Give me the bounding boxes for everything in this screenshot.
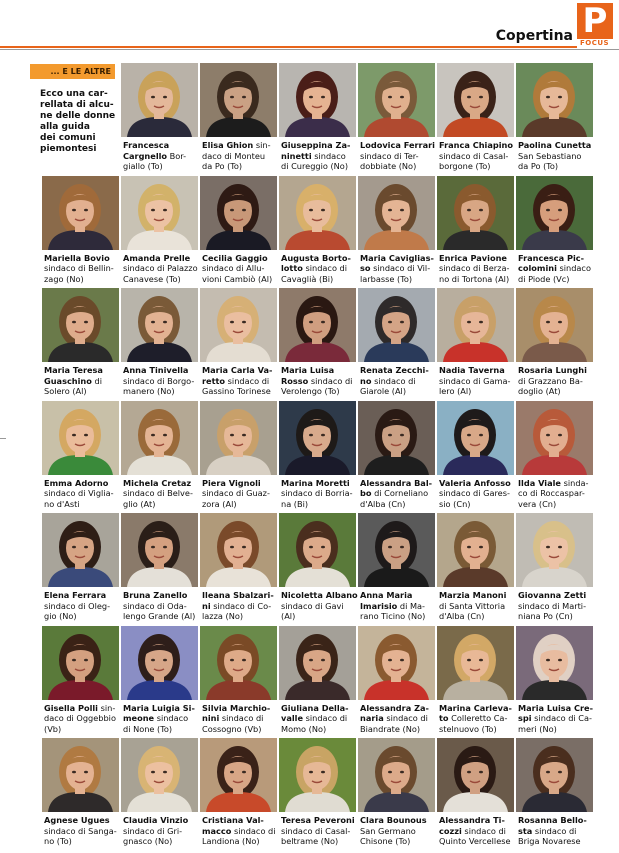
portrait-card bbox=[200, 401, 278, 513]
portrait-caption bbox=[360, 253, 438, 285]
portrait-card bbox=[279, 626, 357, 738]
intro-text: Ecco una car- rellata di alcu- ne delle donne alla guida dei comuni piemontesi bbox=[40, 89, 116, 154]
portrait-caption bbox=[123, 140, 201, 172]
portrait-photo bbox=[42, 513, 119, 587]
person-name: Teresa Peveroni bbox=[281, 815, 355, 825]
portrait-card bbox=[437, 176, 515, 288]
person-name: Marina Moretti bbox=[281, 477, 350, 488]
portrait-photo bbox=[200, 626, 277, 700]
portrait-photo bbox=[358, 401, 435, 475]
person-role: sindaco di Vil- larbasse (To) bbox=[360, 263, 431, 284]
portrait-caption bbox=[360, 478, 438, 510]
person-role: sindaco di Guaz- zora (Al) bbox=[202, 488, 270, 509]
person-role: sindaco di Quinto Vercellese bbox=[439, 825, 511, 847]
portrait-photo bbox=[279, 513, 356, 587]
portrait-caption bbox=[44, 815, 122, 847]
person-name: Agnese Ugues bbox=[44, 815, 110, 825]
portrait-card bbox=[42, 626, 120, 738]
person-role: sindaco di Berza- no di Tortona (Al) bbox=[439, 263, 510, 284]
portrait-caption bbox=[202, 478, 280, 510]
portrait-photo bbox=[516, 288, 593, 362]
portrait-card bbox=[121, 513, 199, 625]
person-role: di Corneliano d'Alba (Cn) bbox=[360, 488, 429, 509]
portrait-photo bbox=[516, 401, 593, 475]
person-name: Anna Maria Imarisio bbox=[360, 590, 413, 611]
logo-letter: P bbox=[577, 3, 613, 39]
portrait-photo bbox=[437, 401, 514, 475]
portrait-caption bbox=[202, 590, 280, 622]
portrait-photo bbox=[279, 288, 356, 362]
portrait-caption bbox=[202, 140, 280, 172]
portrait-photo bbox=[437, 738, 514, 812]
portrait-photo bbox=[121, 176, 198, 250]
person-role: sindaco di Gares- sio (Cn) bbox=[439, 488, 510, 509]
person-role: di Solero (Al) bbox=[44, 375, 102, 397]
portrait-caption bbox=[202, 253, 280, 285]
portrait-card bbox=[358, 513, 436, 625]
margin-mark bbox=[0, 438, 6, 439]
portrait-caption bbox=[439, 365, 517, 397]
person-role: sindaco di Viglia- no d'Asti bbox=[44, 488, 114, 509]
portrait-caption bbox=[518, 478, 596, 510]
portrait-photo bbox=[200, 176, 277, 250]
portrait-photo bbox=[358, 626, 435, 700]
portrait-caption bbox=[123, 590, 201, 622]
portrait-caption bbox=[123, 815, 201, 847]
person-name: Michela Cretaz bbox=[123, 477, 192, 488]
portrait-card bbox=[437, 63, 515, 175]
portrait-card bbox=[437, 401, 515, 513]
portrait-caption bbox=[360, 815, 438, 847]
portrait-card bbox=[358, 401, 436, 513]
portrait-card bbox=[200, 513, 278, 625]
person-role: sindaco di Marti- niana Po (Cn) bbox=[518, 600, 587, 622]
portrait-caption bbox=[44, 365, 122, 397]
portrait-photo bbox=[358, 513, 435, 587]
person-role: sin- daco di Oggebbio (Vb) bbox=[44, 702, 116, 734]
portrait-card bbox=[437, 738, 515, 850]
person-role: sindaco di Casal- beltrame (No) bbox=[281, 825, 351, 847]
portrait-photo bbox=[42, 738, 119, 812]
portrait-card bbox=[516, 63, 594, 175]
person-role: sindaco di Borria- na (Bi) bbox=[281, 488, 353, 509]
portrait-caption bbox=[518, 140, 596, 172]
person-name: Enrica Pavione bbox=[439, 252, 507, 263]
portrait-caption bbox=[281, 590, 359, 622]
portrait-card bbox=[279, 513, 357, 625]
person-role: sindaco di Bellin- zago (No) bbox=[44, 263, 114, 284]
person-role: sindaco di Momo (No) bbox=[281, 713, 348, 734]
portrait-photo bbox=[516, 513, 593, 587]
portrait-photo bbox=[358, 176, 435, 250]
person-name: Nicoletta Albano bbox=[281, 590, 358, 600]
portrait-caption bbox=[281, 253, 359, 285]
portrait-card bbox=[42, 401, 120, 513]
portrait-card bbox=[42, 288, 120, 400]
person-role: sindaco di Briga Novarese bbox=[518, 825, 581, 847]
person-role: di Grazzano Ba- doglio (At) bbox=[518, 375, 583, 397]
portrait-card bbox=[42, 513, 120, 625]
portrait-photo bbox=[121, 288, 198, 362]
portrait-caption bbox=[281, 703, 359, 735]
portrait-photo bbox=[516, 738, 593, 812]
person-name: Elena Ferrara bbox=[44, 590, 107, 600]
person-name: Maria Teresa Guaschino bbox=[44, 365, 103, 386]
portrait-grid bbox=[42, 63, 602, 849]
person-name: Bruna Zanello bbox=[123, 590, 188, 600]
person-role: sindaco di Cavaglià (Bi) bbox=[281, 263, 348, 284]
portrait-photo bbox=[121, 738, 198, 812]
person-role: sindaco di Cureggio (No) bbox=[281, 150, 349, 172]
person-role: Colleretto Ca- stelnuovo (To) bbox=[439, 713, 508, 734]
person-role: sindaco di Belve- glio (At) bbox=[123, 488, 193, 509]
portrait-card bbox=[279, 63, 357, 175]
portrait-photo bbox=[200, 401, 277, 475]
portrait-caption bbox=[281, 815, 359, 847]
portrait-photo bbox=[437, 626, 514, 700]
portrait-caption bbox=[518, 253, 596, 285]
portrait-caption bbox=[439, 253, 517, 285]
person-name: Francesca Cargnello bbox=[123, 140, 170, 161]
portrait-caption bbox=[439, 478, 517, 510]
portrait-photo bbox=[516, 63, 593, 137]
portrait-photo bbox=[358, 738, 435, 812]
portrait-card bbox=[42, 738, 120, 850]
portrait-photo bbox=[279, 401, 356, 475]
person-name: Elisa Ghion bbox=[202, 140, 254, 150]
portrait-caption bbox=[360, 140, 438, 172]
person-role: sindaco di Oleg- gio (No) bbox=[44, 600, 111, 622]
person-name: Alessandra Za- naria bbox=[360, 702, 429, 724]
person-role: sindaco di Ca- meri (No) bbox=[518, 713, 592, 734]
person-name: Cecilia Gaggio bbox=[202, 252, 268, 263]
portrait-card bbox=[279, 738, 357, 850]
portrait-caption bbox=[44, 253, 122, 285]
person-role: San Germano Chisone (To) bbox=[360, 825, 416, 847]
person-name: Alessandra Bal- bo bbox=[360, 477, 433, 499]
person-name: Ilda Viale bbox=[518, 477, 561, 488]
portrait-card bbox=[358, 63, 436, 175]
portrait-card bbox=[516, 401, 594, 513]
person-name: Lodovica Ferrari bbox=[360, 140, 435, 150]
portrait-card bbox=[358, 176, 436, 288]
portrait-caption bbox=[202, 815, 280, 847]
person-name: Ileana Sbalzari- ni bbox=[202, 590, 274, 611]
portrait-card bbox=[200, 626, 278, 738]
person-role: sindaco di Verolengo (To) bbox=[281, 375, 353, 397]
person-role: sindaco di Landiona (No) bbox=[202, 825, 276, 847]
portrait-photo bbox=[42, 176, 119, 250]
person-role: sindaco di Gavi (Al) bbox=[281, 600, 344, 622]
person-role: sindaco di Ter- dobbiate (No) bbox=[360, 150, 419, 172]
person-name: Piera Vignoli bbox=[202, 477, 261, 488]
person-name: Maria Luisa Cre- spi bbox=[518, 702, 593, 724]
portrait-card bbox=[121, 738, 199, 850]
portrait-card bbox=[516, 626, 594, 738]
portrait-photo bbox=[121, 401, 198, 475]
portrait-card bbox=[437, 626, 515, 738]
portrait-card bbox=[121, 63, 199, 175]
person-name: Maria Caviglias- so bbox=[360, 252, 434, 274]
portrait-card bbox=[200, 288, 278, 400]
person-name: Marzia Manoni bbox=[439, 590, 507, 600]
portrait-card bbox=[516, 288, 594, 400]
portrait-caption bbox=[518, 815, 596, 847]
portrait-card bbox=[358, 288, 436, 400]
portrait-caption bbox=[202, 703, 280, 735]
person-role: sindaco di Palazzo Canavese (To) bbox=[123, 263, 198, 284]
person-name: Maria Luigia Si- meone bbox=[123, 702, 195, 724]
portrait-caption bbox=[360, 590, 438, 622]
portrait-card bbox=[516, 176, 594, 288]
person-role: sindaco di Piode (Vc) bbox=[518, 263, 591, 284]
portrait-photo bbox=[200, 738, 277, 812]
person-role: di Santa Vittoria d'Alba (Cn) bbox=[439, 600, 506, 622]
person-role: sin- daco di Monteu da Po (To) bbox=[202, 140, 271, 172]
person-role: sindaco di Gama- lero (Al) bbox=[439, 375, 511, 397]
person-name: Claudia Vinzio bbox=[123, 815, 189, 825]
portrait-card bbox=[358, 738, 436, 850]
portrait-caption bbox=[281, 140, 359, 172]
person-name: Giovanna Zetti bbox=[518, 590, 587, 600]
portrait-card bbox=[200, 63, 278, 175]
portrait-caption bbox=[123, 703, 201, 735]
person-role: sindaco di Oda- lengo Grande (Al) bbox=[123, 600, 196, 622]
portrait-caption bbox=[281, 478, 359, 510]
portrait-caption bbox=[281, 365, 359, 397]
person-role: sindaco di Cossogno (Vb) bbox=[202, 713, 264, 734]
portrait-caption bbox=[360, 365, 438, 397]
person-name: Rosanna Bello- sta bbox=[518, 815, 587, 836]
portrait-photo bbox=[516, 176, 593, 250]
section-tag: ... E LE ALTRE bbox=[30, 64, 115, 79]
person-name: Cristiana Val- macco bbox=[202, 815, 264, 836]
person-name: Clara Bounous bbox=[360, 815, 427, 825]
person-name: Francesca Pic- colomini bbox=[518, 252, 585, 274]
portrait-photo bbox=[200, 63, 277, 137]
portrait-caption bbox=[44, 478, 122, 510]
person-role: sindaco di None (To) bbox=[123, 713, 189, 734]
portrait-photo bbox=[358, 288, 435, 362]
portrait-photo bbox=[279, 738, 356, 812]
person-role: Bor- giallo (To) bbox=[123, 150, 187, 172]
portrait-caption bbox=[360, 703, 438, 735]
person-role: sindaco di Biandrate (No) bbox=[360, 713, 428, 734]
portrait-photo bbox=[279, 63, 356, 137]
person-role: sindaco di Giarole (Al) bbox=[360, 375, 416, 397]
portrait-card bbox=[358, 626, 436, 738]
portrait-photo bbox=[516, 626, 593, 700]
portrait-photo bbox=[200, 288, 277, 362]
person-role: sindaco di Allu- vioni Cambiò (Al) bbox=[202, 263, 273, 284]
person-name: Marina Carleva- to bbox=[439, 702, 512, 724]
portrait-caption bbox=[123, 253, 201, 285]
person-role: di Ma- rano Ticino (No) bbox=[360, 600, 426, 622]
portrait-photo bbox=[358, 63, 435, 137]
focus-logo bbox=[577, 3, 619, 46]
portrait-caption bbox=[123, 478, 201, 510]
portrait-card bbox=[279, 401, 357, 513]
person-name: Giuseppina Za- ninetti bbox=[281, 140, 351, 161]
person-name: Valeria Anfosso bbox=[439, 477, 511, 488]
person-role: sindaco di Borgo- manero (No) bbox=[123, 375, 195, 397]
person-name: Mariella Bovio bbox=[44, 252, 110, 263]
portrait-card bbox=[121, 288, 199, 400]
person-name: Anna Tinivella bbox=[123, 365, 189, 375]
portrait-caption bbox=[518, 590, 596, 622]
person-name: Maria Luisa Rosso bbox=[281, 365, 335, 386]
portrait-card bbox=[516, 513, 594, 625]
person-role: sinda- co di Roccaspar- vera (Cn) bbox=[518, 477, 589, 509]
person-role: sindaco di Sanga- no (To) bbox=[44, 825, 117, 847]
person-name: Franca Chiapino bbox=[439, 140, 513, 150]
portrait-caption bbox=[439, 703, 517, 735]
portrait-caption bbox=[518, 365, 596, 397]
person-name: Silvia Marchio- nini bbox=[202, 702, 271, 724]
portrait-caption bbox=[439, 140, 517, 172]
portrait-card bbox=[200, 176, 278, 288]
portrait-caption bbox=[44, 703, 122, 735]
portrait-card bbox=[279, 288, 357, 400]
portrait-photo bbox=[437, 288, 514, 362]
portrait-card bbox=[437, 513, 515, 625]
person-role: San Sebastiano da Po (To) bbox=[518, 150, 582, 172]
portrait-photo bbox=[437, 513, 514, 587]
portrait-card bbox=[42, 176, 120, 288]
portrait-card bbox=[437, 288, 515, 400]
portrait-caption bbox=[44, 590, 122, 622]
person-name: Maria Carla Va- retto bbox=[202, 365, 273, 386]
portrait-card bbox=[516, 738, 594, 850]
person-role: sindaco di Casal- borgone (To) bbox=[439, 150, 509, 172]
person-role: sindaco di Gassino Torinese bbox=[202, 375, 271, 397]
portrait-photo bbox=[279, 626, 356, 700]
portrait-card bbox=[121, 176, 199, 288]
person-name: Amanda Prelle bbox=[123, 252, 191, 263]
logo-word: FOCUS bbox=[580, 39, 610, 47]
portrait-caption bbox=[123, 365, 201, 397]
person-name: Emma Adorno bbox=[44, 477, 109, 488]
portrait-caption bbox=[439, 590, 517, 622]
portrait-photo bbox=[42, 288, 119, 362]
portrait-photo bbox=[437, 63, 514, 137]
header-rule bbox=[0, 49, 619, 50]
person-name: Paolina Cunetta bbox=[518, 140, 592, 150]
page-header bbox=[0, 0, 619, 50]
header-rule-accent bbox=[0, 46, 577, 48]
person-role: sindaco di Co- lazza (No) bbox=[202, 600, 272, 622]
portrait-photo bbox=[42, 401, 119, 475]
person-name: Giuliana Della- valle bbox=[281, 702, 349, 724]
portrait-caption bbox=[518, 703, 596, 735]
person-name: Rosaria Lunghi bbox=[518, 365, 587, 375]
person-name: Gisella Polli bbox=[44, 702, 98, 713]
person-role: sindaco di Gri- gnasco (No) bbox=[123, 825, 183, 847]
section-title: Copertina bbox=[495, 28, 573, 44]
person-name: Renata Zecchi- no bbox=[360, 365, 429, 386]
portrait-photo bbox=[121, 626, 198, 700]
person-name: Augusta Borto- lotto bbox=[281, 252, 351, 274]
portrait-card bbox=[121, 626, 199, 738]
portrait-photo bbox=[200, 513, 277, 587]
portrait-card bbox=[121, 401, 199, 513]
portrait-photo bbox=[121, 513, 198, 587]
person-name: Alessandra Ti- cozzi bbox=[439, 815, 505, 836]
portrait-photo bbox=[437, 176, 514, 250]
portrait-caption bbox=[202, 365, 280, 397]
portrait-photo bbox=[121, 63, 198, 137]
person-name: Nadia Taverna bbox=[439, 365, 505, 375]
portrait-card bbox=[200, 738, 278, 850]
portrait-caption bbox=[439, 815, 517, 847]
portrait-card bbox=[279, 176, 357, 288]
portrait-photo bbox=[42, 626, 119, 700]
portrait-photo bbox=[279, 176, 356, 250]
